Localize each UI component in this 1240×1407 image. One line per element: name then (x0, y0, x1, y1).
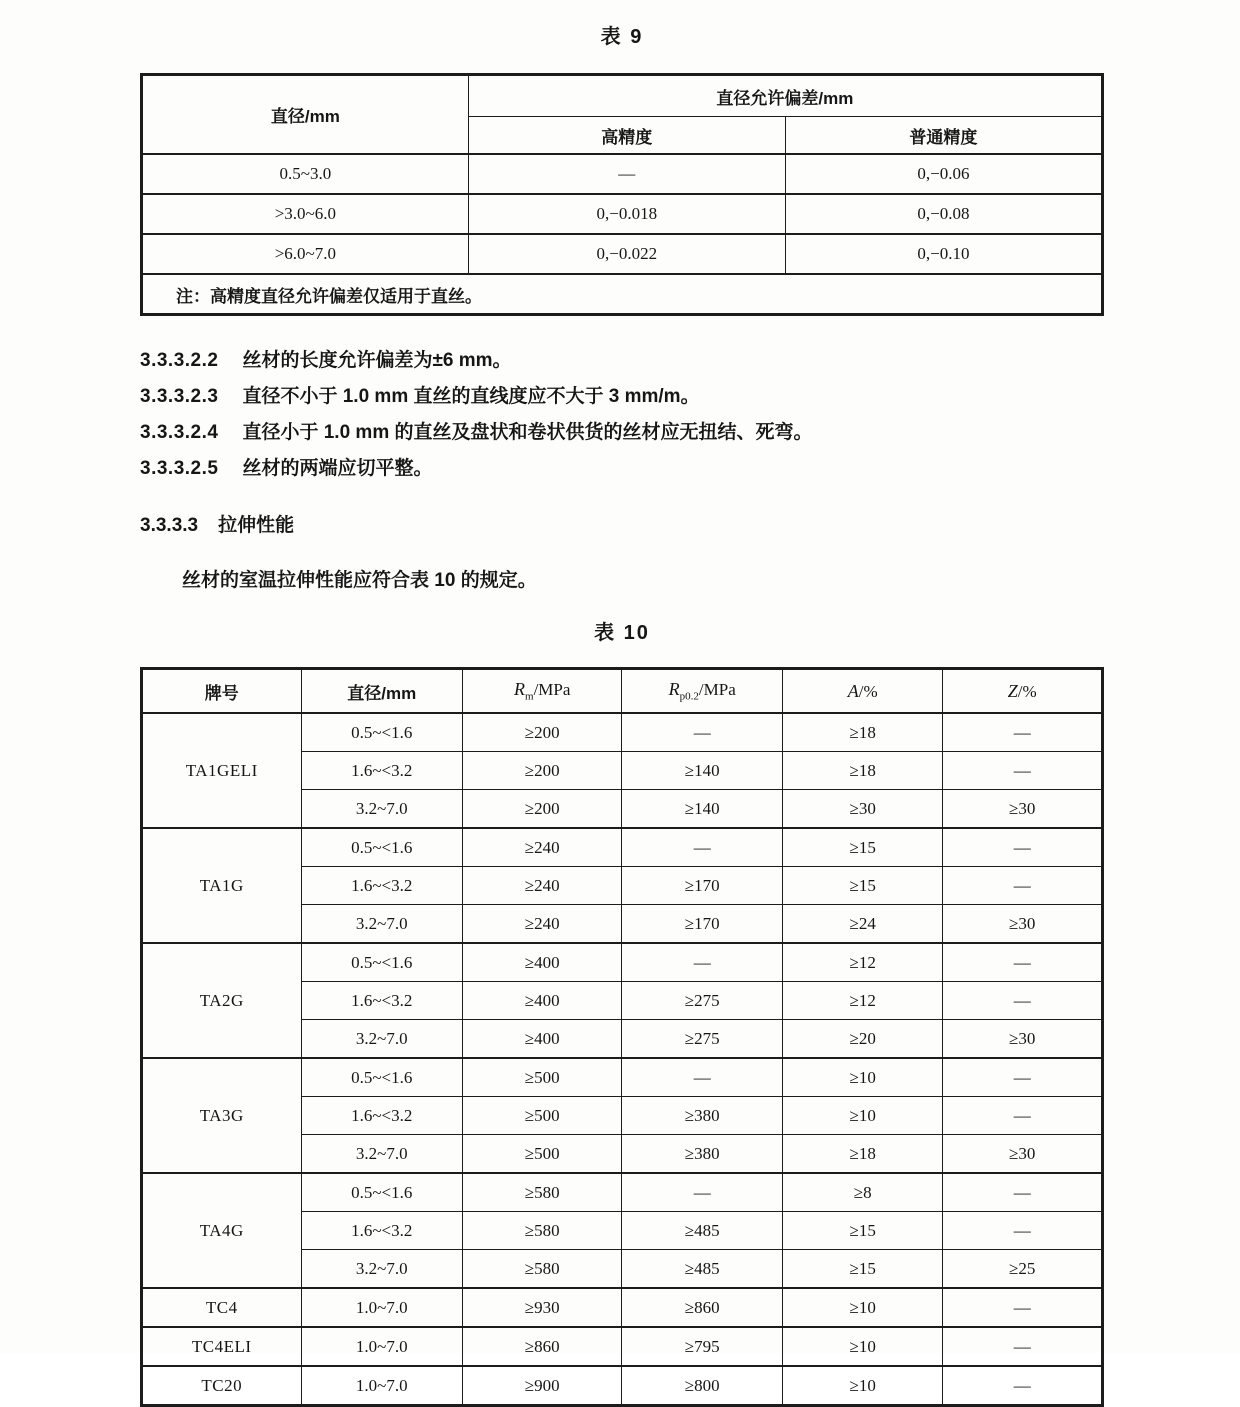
cell: ≥24 (782, 905, 942, 944)
grade-cell: TC20 (142, 1366, 302, 1406)
cell: — (943, 752, 1103, 790)
cell: ≥400 (462, 943, 622, 982)
cell: — (943, 943, 1103, 982)
table-row (142, 234, 1103, 274)
cell: ≥200 (462, 713, 622, 752)
cell: ≥500 (462, 1097, 622, 1135)
cell-high: 0,−0.018 (468, 194, 785, 234)
clause-number: 3.3.3.2.5 (140, 458, 219, 479)
cell: — (943, 1288, 1103, 1327)
cell: ≥500 (462, 1135, 622, 1174)
table9 (140, 73, 1104, 316)
cell: ≥18 (782, 752, 942, 790)
cell: ≥10 (782, 1097, 942, 1135)
cell: 1.6~<3.2 (301, 867, 462, 905)
clause-text: 直径不小于 1.0 mm 直丝的直线度应不大于 3 mm/m。 (242, 386, 700, 407)
cell: — (622, 943, 782, 982)
table10-col-a (782, 669, 942, 714)
table10-title: 表 10 (594, 622, 650, 644)
cell: 0.5~<1.6 (301, 713, 462, 752)
clause-text: 直径小于 1.0 mm 的直丝及盘状和卷状供货的丝材应无扭结、死弯。 (242, 422, 813, 443)
clause-number: 3.3.3.2.3 (140, 386, 219, 407)
cell: 1.6~<3.2 (301, 1212, 462, 1250)
rm-unit: /MPa (533, 680, 571, 700)
grade-cell: TA4G (142, 1173, 302, 1288)
cell: ≥30 (943, 905, 1103, 944)
table10-col-rm (462, 669, 622, 714)
cell: ≥900 (462, 1366, 622, 1406)
cell: ≥18 (782, 713, 942, 752)
cell: 3.2~7.0 (301, 1135, 462, 1174)
table10-header-row (142, 669, 1103, 714)
table-row (142, 943, 1103, 982)
cell: ≥580 (462, 1250, 622, 1289)
cell: ≥860 (622, 1288, 782, 1327)
cell: ≥15 (782, 1212, 942, 1250)
table9-col-high-precision: 高精度 (468, 117, 785, 155)
section-title: 拉伸性能 (218, 515, 295, 536)
cell: ≥10 (782, 1327, 942, 1366)
cell: — (622, 1173, 782, 1212)
cell-high: 0,−0.022 (468, 234, 785, 274)
cell: 1.0~7.0 (301, 1366, 462, 1406)
grade-cell: TA2G (142, 943, 302, 1058)
cell: ≥10 (782, 1288, 942, 1327)
cell: 3.2~7.0 (301, 1250, 462, 1289)
cell: — (622, 1058, 782, 1097)
cell: ≥30 (943, 1135, 1103, 1174)
table-row (142, 1173, 1103, 1212)
clause-number: 3.3.3.2.2 (140, 350, 219, 371)
table9-col-tolerance: 直径允许偏差/mm (468, 75, 1102, 117)
z-symbol: Z (1007, 680, 1018, 701)
cell: ≥200 (462, 752, 622, 790)
section-heading-3.3.3.3 (140, 510, 1104, 537)
table-row (142, 713, 1103, 752)
grade-cell: TC4ELI (142, 1327, 302, 1366)
cell: 3.2~7.0 (301, 790, 462, 829)
rp-unit: /MPa (698, 680, 736, 700)
cell-high: — (468, 154, 785, 194)
table10-col-grade: 牌号 (142, 669, 302, 714)
cell: ≥795 (622, 1327, 782, 1366)
cell: — (943, 1327, 1103, 1366)
cell: — (943, 1366, 1103, 1406)
cell-normal: 0,−0.06 (785, 154, 1102, 194)
cell: 0.5~<1.6 (301, 943, 462, 982)
cell: 3.2~7.0 (301, 905, 462, 944)
cell: — (943, 828, 1103, 867)
table-row (142, 1288, 1103, 1327)
cell: ≥485 (622, 1250, 782, 1289)
clause-list (140, 350, 1104, 480)
cell: ≥400 (462, 982, 622, 1020)
cell: 0.5~<1.6 (301, 1173, 462, 1212)
cell: 1.0~7.0 (301, 1327, 462, 1366)
clause-3.3.3.2.5 (140, 458, 1104, 480)
cell-diameter: >3.0~6.0 (142, 194, 469, 234)
a-symbol: A (847, 680, 859, 701)
cell: — (943, 867, 1103, 905)
table9-title: 表 9 (600, 26, 644, 48)
table10-col-rp02 (622, 669, 782, 714)
cell: ≥18 (782, 1135, 942, 1174)
cell: ≥400 (462, 1020, 622, 1059)
cell: ≥30 (782, 790, 942, 829)
cell: 3.2~7.0 (301, 1020, 462, 1059)
cell: ≥485 (622, 1212, 782, 1250)
z-unit: /% (1017, 681, 1037, 701)
a-unit: /% (858, 681, 878, 701)
clause-text: 丝材的两端应切平整。 (242, 458, 433, 479)
table10-col-diameter: 直径/mm (301, 669, 462, 714)
cell: 1.6~<3.2 (301, 752, 462, 790)
cell: ≥20 (782, 1020, 942, 1059)
rm-subscript: m (525, 690, 534, 703)
table-row (142, 828, 1103, 867)
cell: ≥30 (943, 790, 1103, 829)
cell: ≥275 (622, 1020, 782, 1059)
section-number: 3.3.3.3 (140, 515, 199, 536)
table-row (142, 1327, 1103, 1366)
cell: — (943, 1173, 1103, 1212)
cell: ≥8 (782, 1173, 942, 1212)
table-row (142, 1366, 1103, 1406)
cell: — (943, 713, 1103, 752)
table-row (142, 194, 1103, 234)
cell: ≥15 (782, 1250, 942, 1289)
grade-cell: TA3G (142, 1058, 302, 1173)
table9-note: 注：高精度直径允许偏差仅适用于直丝。 (142, 274, 1103, 315)
cell: ≥170 (622, 867, 782, 905)
table9-note-row (142, 274, 1103, 315)
clause-text: 丝材的长度允许偏差为±6 mm。 (242, 350, 512, 371)
cell: ≥580 (462, 1212, 622, 1250)
cell: ≥12 (782, 943, 942, 982)
table-row (142, 154, 1103, 194)
cell: ≥15 (782, 828, 942, 867)
cell: — (622, 828, 782, 867)
clause-3.3.3.2.3 (140, 386, 1104, 408)
cell-diameter: 0.5~3.0 (142, 154, 469, 194)
cell: — (943, 1212, 1103, 1250)
table10-intro-text: 丝材的室温拉伸性能应符合表 10 的规定。 (182, 570, 537, 591)
rm-symbol: R (514, 679, 525, 700)
clause-3.3.3.2.2 (140, 350, 1104, 372)
cell: ≥500 (462, 1058, 622, 1097)
rp-subscript: p0.2 (679, 690, 699, 703)
cell: ≥580 (462, 1173, 622, 1212)
cell: ≥240 (462, 905, 622, 944)
grade-cell: TA1GELI (142, 713, 302, 828)
cell: ≥380 (622, 1135, 782, 1174)
cell: ≥800 (622, 1366, 782, 1406)
cell: 1.6~<3.2 (301, 982, 462, 1020)
cell: 1.0~7.0 (301, 1288, 462, 1327)
clause-number: 3.3.3.2.4 (140, 422, 219, 443)
cell: ≥930 (462, 1288, 622, 1327)
cell-normal: 0,−0.08 (785, 194, 1102, 234)
table9-col-normal-precision: 普通精度 (785, 117, 1102, 155)
cell: — (943, 1058, 1103, 1097)
cell: ≥10 (782, 1058, 942, 1097)
grade-cell: TA1G (142, 828, 302, 943)
cell: — (622, 713, 782, 752)
cell: ≥12 (782, 982, 942, 1020)
table9-header-row-1 (142, 75, 1103, 117)
cell: ≥240 (462, 828, 622, 867)
cell: 1.6~<3.2 (301, 1097, 462, 1135)
table10 (140, 667, 1104, 1407)
cell: 0.5~<1.6 (301, 1058, 462, 1097)
clause-3.3.3.2.4 (140, 422, 1104, 444)
cell: ≥140 (622, 752, 782, 790)
cell: 0.5~<1.6 (301, 828, 462, 867)
cell: ≥380 (622, 1097, 782, 1135)
cell: ≥25 (943, 1250, 1103, 1289)
cell: — (943, 982, 1103, 1020)
cell-diameter: >6.0~7.0 (142, 234, 469, 274)
cell: ≥10 (782, 1366, 942, 1406)
rp-symbol: R (668, 679, 680, 700)
cell: ≥15 (782, 867, 942, 905)
cell: ≥240 (462, 867, 622, 905)
table9-col-diameter: 直径/mm (142, 75, 469, 155)
table10-col-z (943, 669, 1103, 714)
cell: ≥200 (462, 790, 622, 829)
grade-cell: TC4 (142, 1288, 302, 1327)
cell-normal: 0,−0.10 (785, 234, 1102, 274)
cell: ≥140 (622, 790, 782, 829)
cell: — (943, 1097, 1103, 1135)
table-row (142, 1058, 1103, 1097)
cell: ≥170 (622, 905, 782, 944)
cell: ≥30 (943, 1020, 1103, 1059)
cell: ≥275 (622, 982, 782, 1020)
cell: ≥860 (462, 1327, 622, 1366)
